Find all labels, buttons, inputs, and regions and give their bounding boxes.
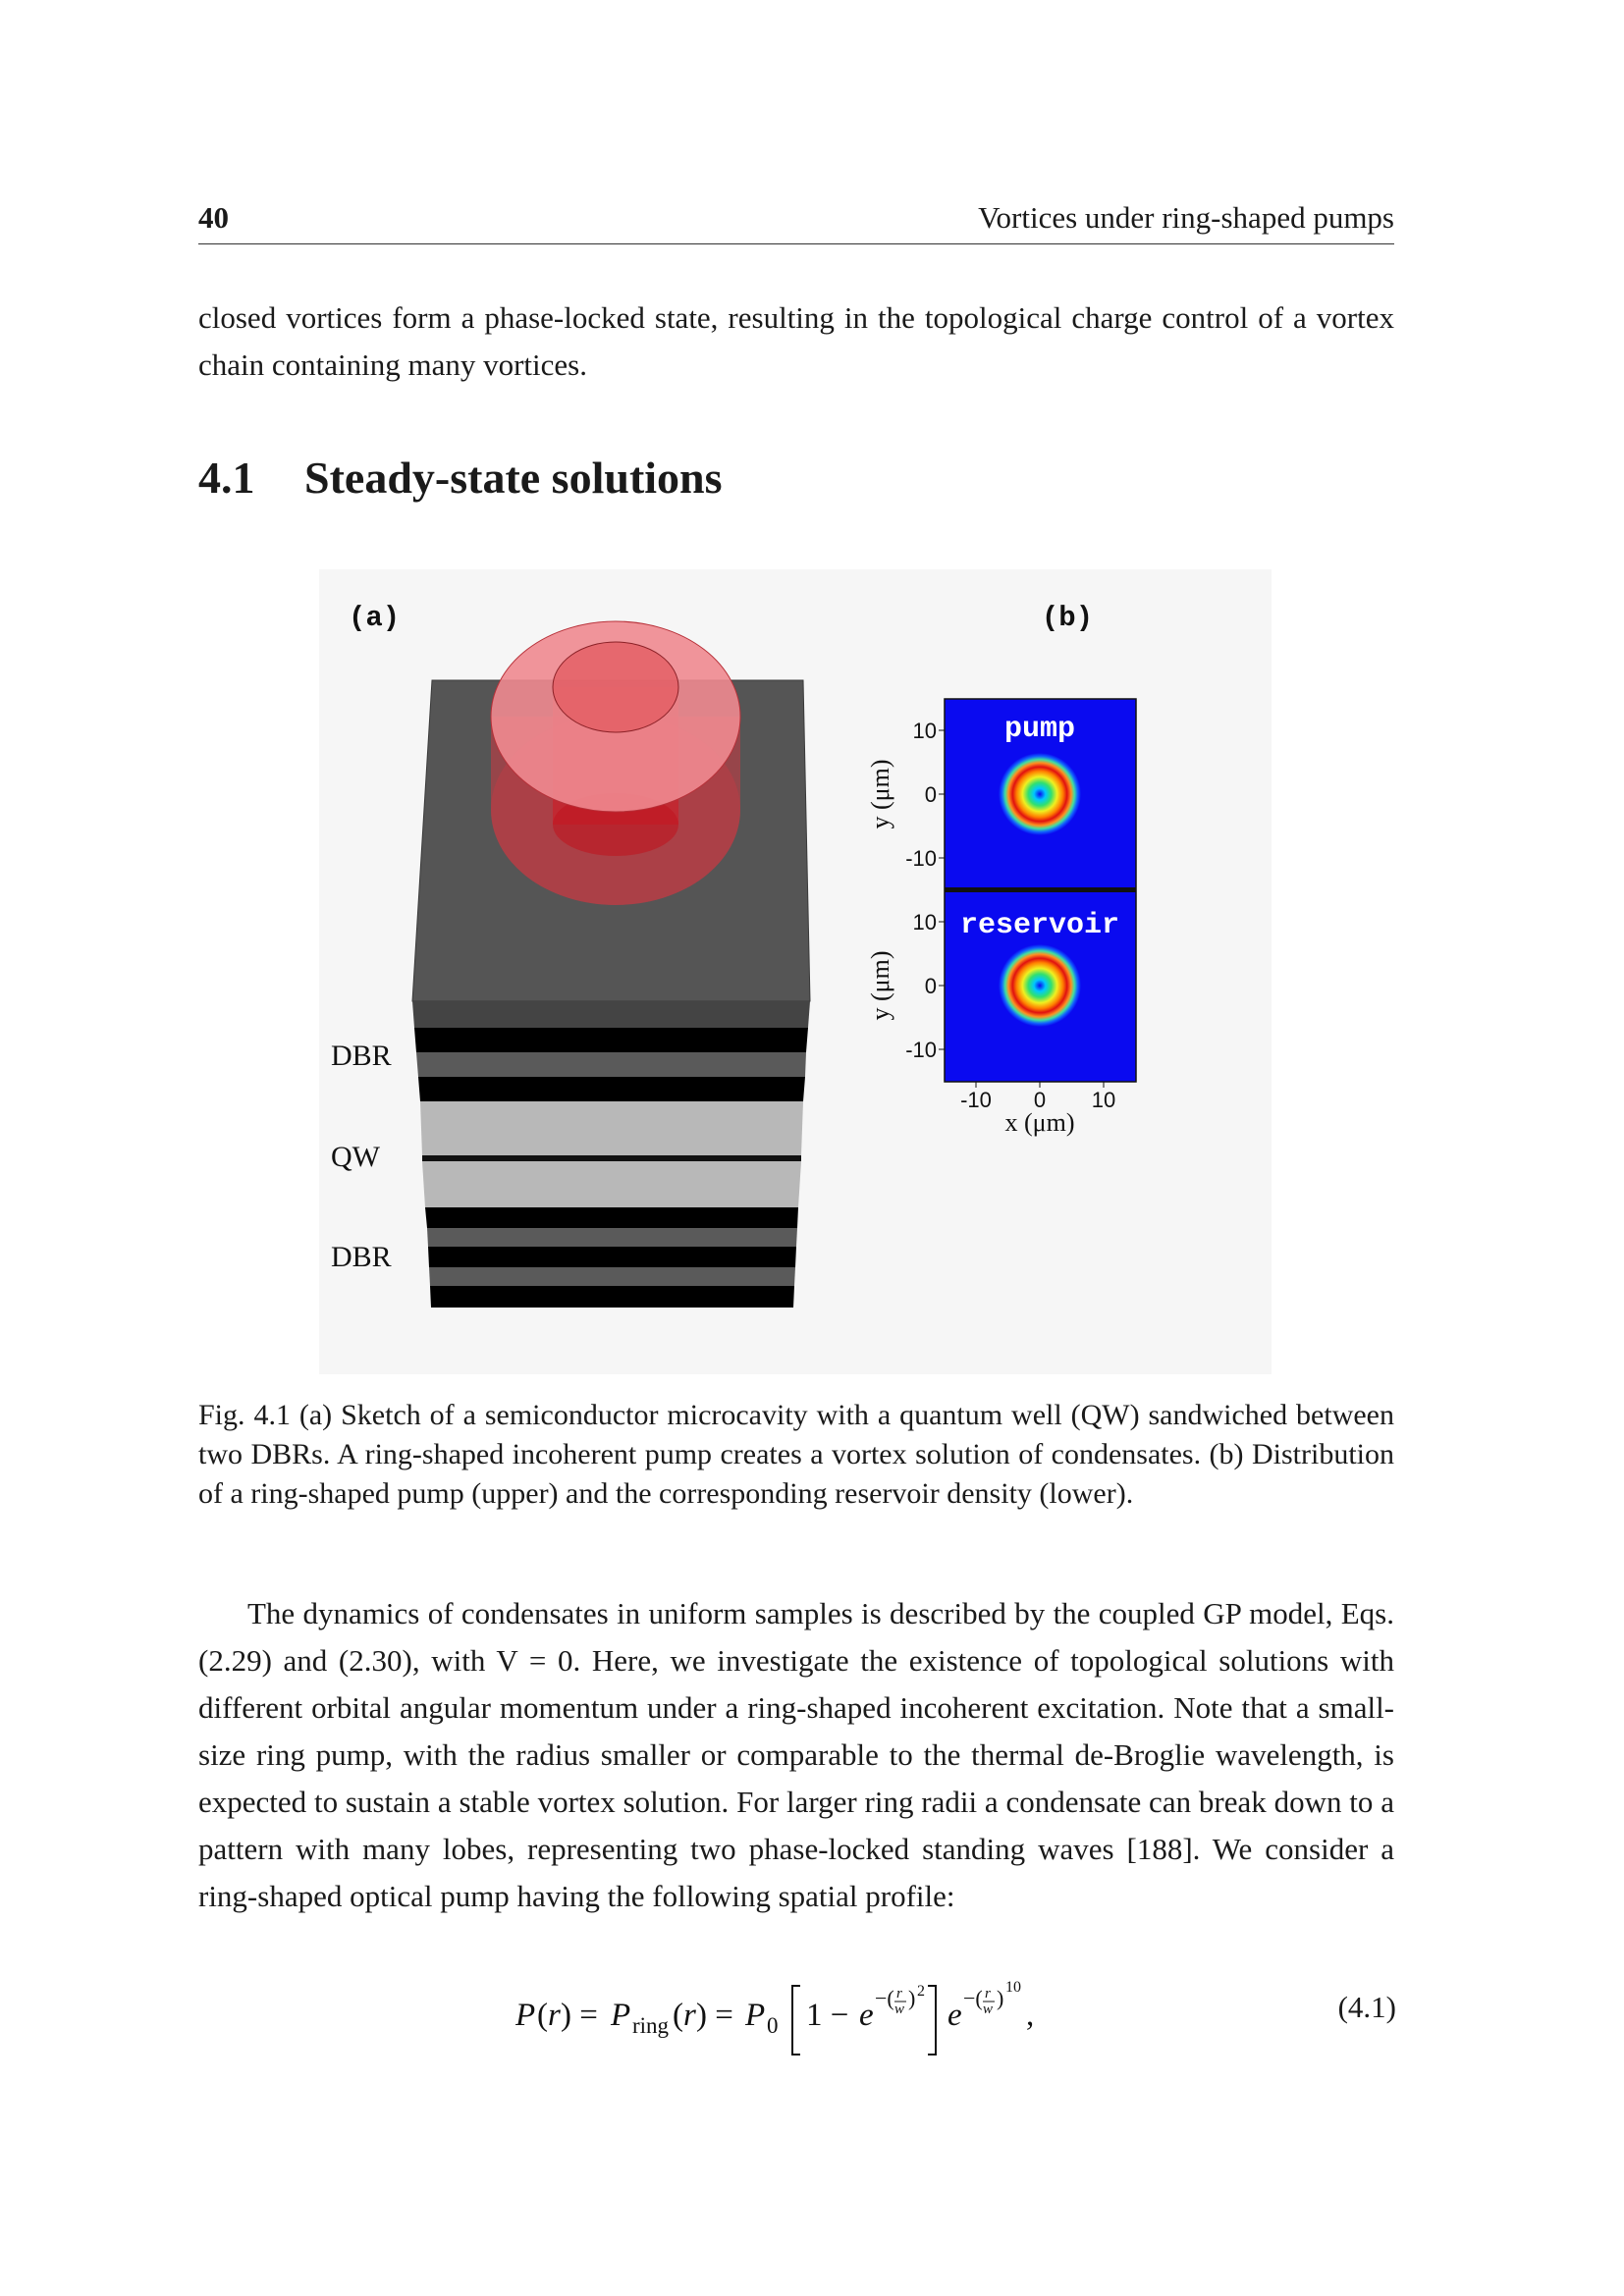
main-paragraph-text: The dynamics of condensates in uniform samples is described by the coupled GP model, Eqs. (2.29) and (2.30), with V = 0. Here, we investigate the existence of topological solutions with different orbital angular momentum under a ring-shaped incoherent excitation. Note that a small-size ring pump, with the radius smaller or comparable to the thermal de-Broglie wavelength, is expected to sustain a stable vortex solution. For larger ring radii a condensate can break down to a pattern with many lobes, representing two phase-locked standing waves [188]. We consider a ring-shaped optical pump having the following spatial profile:: [198, 1596, 1394, 1913]
svg-text:ring: ring: [632, 2013, 670, 2038]
figure-canvas: [319, 569, 1272, 1374]
stack-edge: [412, 1001, 810, 1028]
lower-y-label: y (μm): [866, 950, 894, 1021]
page-number: 40: [198, 200, 229, 235]
svg-text:e: e: [859, 1998, 874, 2033]
svg-text:2: 2: [917, 1983, 925, 2000]
pump-map-title: pump: [1003, 713, 1076, 746]
dbr-bottom-layer-2: [427, 1228, 797, 1247]
upper-y-tick: 0: [924, 782, 937, 807]
dbr-top-layer-1: [414, 1028, 808, 1052]
svg-text:r: r: [548, 1998, 561, 2033]
svg-text:(: (: [673, 1998, 683, 2033]
upper-y-label: y (μm): [866, 759, 894, 829]
svg-text:10: 10: [1005, 1979, 1021, 1996]
svg-text:e: e: [947, 1998, 962, 2033]
upper-y-tick: -10: [905, 846, 937, 871]
reservoir-ring: [999, 944, 1081, 1027]
svg-text:): ): [997, 1986, 1004, 2010]
svg-text:) =: ) =: [696, 1998, 733, 2033]
svg-text:−(: −(: [963, 1986, 983, 2010]
dbr-bottom-layer-3: [428, 1247, 796, 1267]
reservoir-map-title: reservoir: [959, 909, 1120, 942]
svg-text:(: (: [537, 1998, 548, 2033]
dbr-bottom-layer-4: [429, 1267, 795, 1286]
upper-y-axis: [905, 719, 945, 871]
lower-y-tick: 10: [912, 910, 937, 934]
dbr-bottom-layer-5: [430, 1286, 794, 1308]
svg-text:w: w: [894, 2002, 905, 2017]
label-dbr-bottom: DBR: [331, 1241, 392, 1273]
svg-text:) =: ) =: [561, 1998, 598, 2033]
dbr-bottom-layer-1: [425, 1207, 798, 1228]
svg-text:r: r: [985, 1986, 991, 2002]
equation-math: [515, 1968, 1301, 2066]
lower-y-tick: 0: [924, 974, 937, 998]
panel-b-letter: (b): [1041, 602, 1094, 634]
map-divider: [945, 887, 1136, 892]
svg-text:1 −: 1 −: [806, 1998, 849, 2033]
page-header: [198, 196, 1394, 244]
panel-a-letter: (a): [349, 602, 401, 634]
svg-text:P: P: [515, 1998, 536, 2033]
svg-text:,: ,: [1026, 1998, 1035, 2033]
label-dbr-top: DBR: [331, 1040, 392, 1072]
lower-y-tick: -10: [905, 1038, 937, 1062]
dbr-top-layer-2: [416, 1052, 806, 1077]
x-tick: 0: [1033, 1088, 1047, 1112]
x-tick: 10: [1091, 1088, 1116, 1112]
cavity-lower-layer: [422, 1161, 801, 1207]
svg-text:P: P: [745, 1998, 766, 2033]
main-paragraph: [198, 1590, 1394, 1920]
section-number: 4.1: [198, 453, 255, 503]
running-head: Vortices under ring-shaped pumps: [978, 200, 1394, 235]
section-heading: [198, 452, 723, 504]
equation-4-1: [196, 1968, 1396, 2066]
figure-caption: Fig. 4.1 (a) Sketch of a semiconductor microcavity with a quantum well (QW) sandwiched between two DBRs. A ring-shaped incoherent pump creates a vortex solution of condensates. (b) Distribution of a ring-shaped pump (upper) and the corresponding reservoir density (lower).: [198, 1399, 1394, 1510]
svg-text:−(: −(: [875, 1986, 894, 2010]
svg-text:r: r: [896, 1986, 902, 2002]
svg-text:0: 0: [767, 2013, 779, 2038]
dbr-top-layer-3: [418, 1077, 805, 1101]
equation-number: (4.1): [1337, 1990, 1396, 2024]
svg-text:r: r: [683, 1998, 696, 2033]
svg-text:): ): [908, 1986, 916, 2010]
svg-text:w: w: [983, 2002, 994, 2017]
intro-paragraph: closed vortices form a phase-locked state, resulting in the topological charge control of a vortex chain containing many vortices.: [198, 300, 1394, 382]
quantum-well-layer: [422, 1155, 801, 1161]
section-title: Steady-state solutions: [304, 453, 723, 503]
x-axis-label: x (μm): [1004, 1108, 1075, 1137]
pump-ring: [999, 753, 1081, 835]
svg-text:P: P: [611, 1998, 631, 2033]
upper-y-tick: 10: [912, 719, 937, 743]
lower-y-axis: [905, 910, 945, 1062]
cavity-upper-layer: [420, 1101, 803, 1155]
x-tick: -10: [960, 1088, 992, 1112]
ring-pump-sketch: [491, 621, 740, 905]
figure-4-1: [319, 569, 1272, 1374]
label-qw: QW: [331, 1141, 380, 1173]
